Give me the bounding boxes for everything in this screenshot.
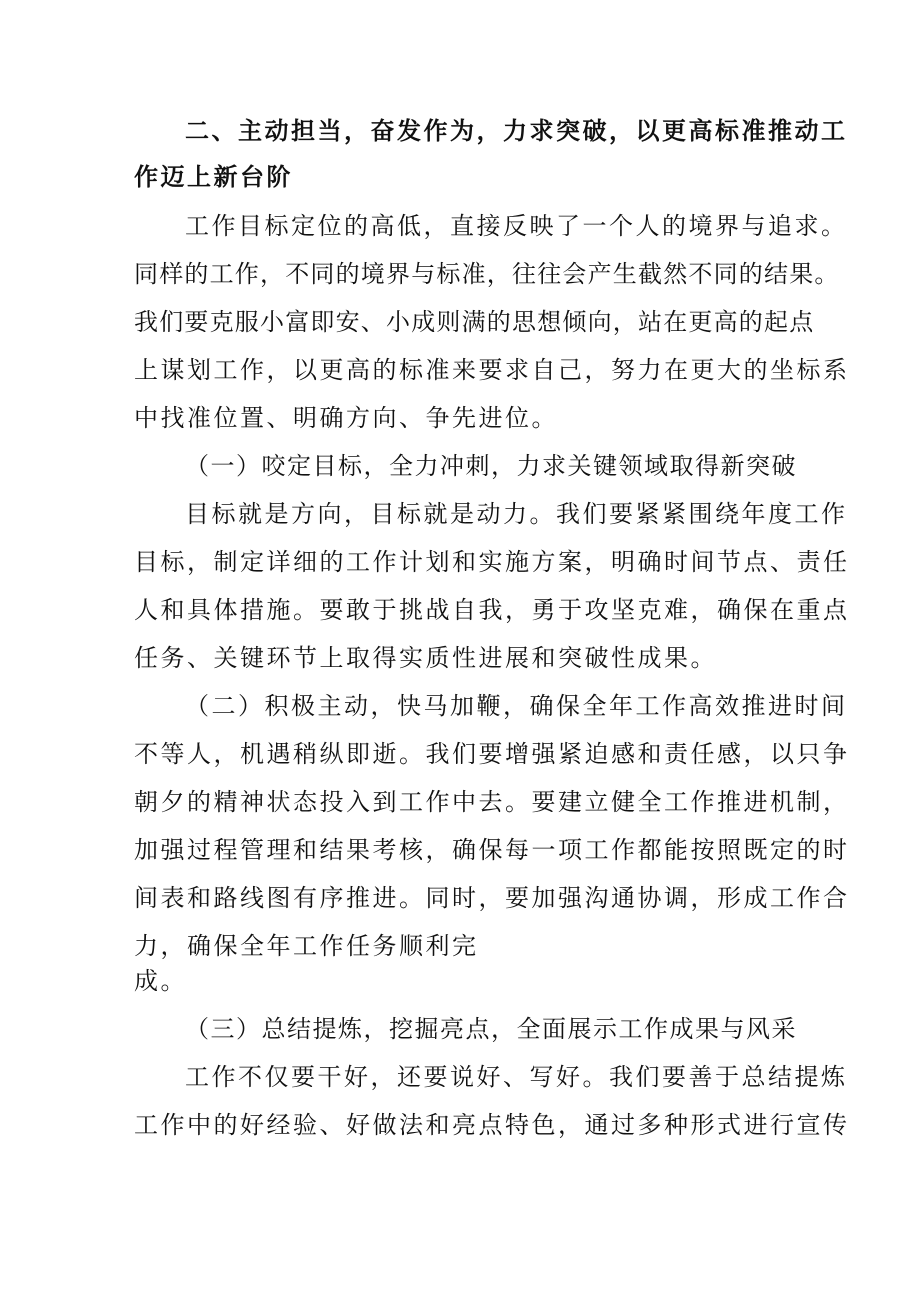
paragraph-line: 我们要克服小富即安、小成则满的思想倾向，站在更高的起点	[134, 308, 815, 336]
paragraph-line: 上谋划工作，以更高的标准来要求自己，努力在更大的坐标系	[134, 356, 850, 384]
section-heading-line-1: 二、主动担当，奋发作为，力求突破，以更高标准推动工	[185, 116, 848, 145]
section-heading-line-2: 作迈上新台阶	[134, 162, 293, 191]
paragraph-line: 工作不仅要干好，还要说好、写好。我们要善于总结提炼	[185, 1063, 848, 1091]
paragraph-line: 间表和路线图有序推进。同时，要加强沟通协调，形成工作合	[134, 884, 850, 912]
subsection-title: （一）咬定目标，全力冲刺，力求关键领域取得新突破	[185, 452, 797, 480]
paragraph-line: 人和具体措施。要敢于挑战自我，勇于攻坚克难，确保在重点	[134, 596, 850, 624]
paragraph-line: 目标，制定详细的工作计划和实施方案，明确时间节点、责任	[134, 548, 850, 576]
paragraph-line: 力，确保全年工作任务顺利完	[134, 932, 479, 960]
paragraph-line: （二）积极主动，快马加鞭，确保全年工作高效推进时间	[185, 692, 848, 720]
paragraph-line: 中找准位置、明确方向、争先进位。	[134, 404, 558, 432]
paragraph-line: 工作目标定位的高低，直接反映了一个人的境界与追求。	[185, 212, 848, 240]
paragraph-line: 工作中的好经验、好做法和亮点特色，通过多种形式进行宣传	[134, 1111, 850, 1139]
paragraph-line: 任务、关键环节上取得实质性进展和突破性成果。	[134, 644, 717, 672]
paragraph-line: 朝夕的精神状态投入到工作中去。要建立健全工作推进机制，	[134, 788, 850, 816]
paragraph-line: 加强过程管理和结果考核，确保每一项工作都能按照既定的时	[134, 836, 850, 864]
paragraph-line: 同样的工作，不同的境界与标准，往往会产生截然不同的结果。	[134, 260, 840, 288]
paragraph-line: 成。	[134, 967, 187, 995]
paragraph-line: 不等人，机遇稍纵即逝。我们要增强紧迫感和责任感，以只争	[134, 740, 850, 768]
subsection-title: （三）总结提炼，挖掘亮点，全面展示工作成果与风采	[185, 1015, 797, 1043]
paragraph-line: 目标就是方向，目标就是动力。我们要紧紧围绕年度工作	[185, 500, 848, 528]
